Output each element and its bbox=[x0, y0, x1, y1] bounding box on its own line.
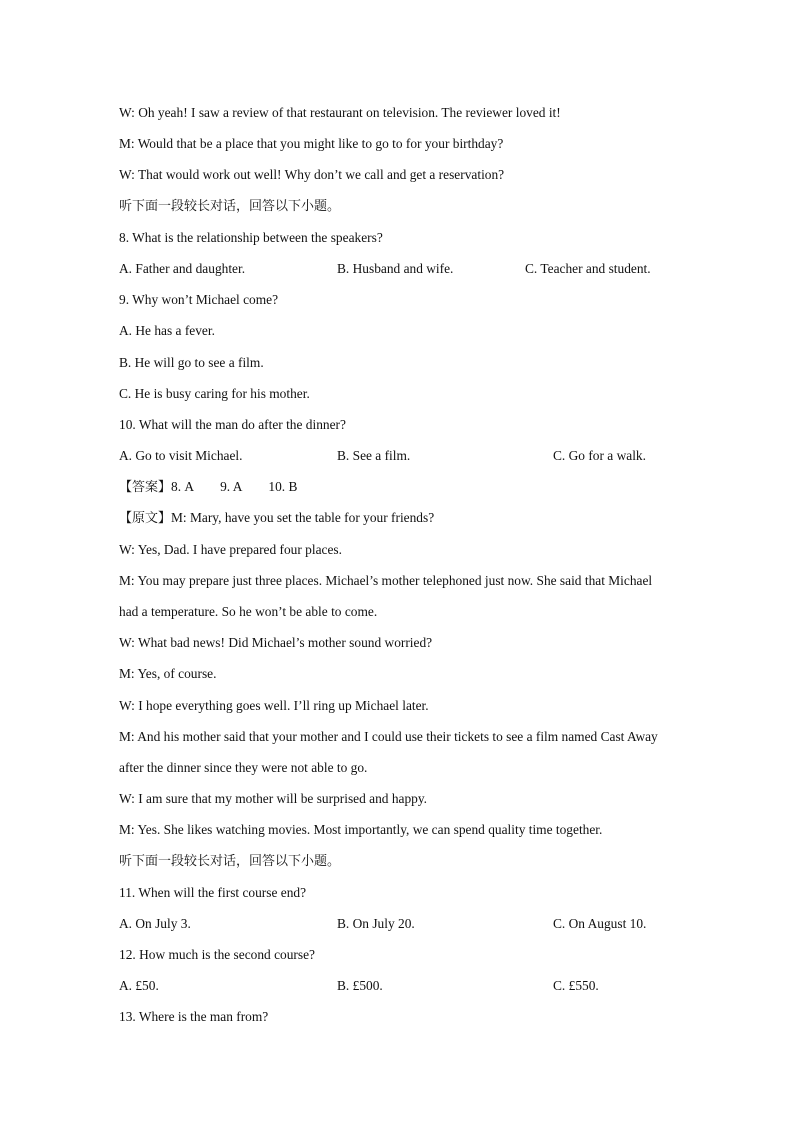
transcript-line: W: I hope everything goes well. I’ll ring up Michael later. bbox=[119, 697, 429, 713]
question-9: 9. Why won’t Michael come? bbox=[119, 292, 279, 308]
answer-item: 8. A bbox=[171, 479, 195, 495]
transcript-line: M: And his mother said that your mother and I could use their tickets to see a film named Cast Away bbox=[119, 728, 658, 744]
transcript-label: 【原文】 bbox=[119, 511, 172, 527]
transcript-line: had a temperature. So he won’t be able to come. bbox=[119, 604, 378, 619]
option-a: A. On July 3. bbox=[119, 915, 191, 931]
question-10-options bbox=[119, 444, 679, 475]
answer-line bbox=[119, 475, 679, 506]
dialogue-line: M: Would that be a place that you might like to go to for your birthday? bbox=[119, 136, 504, 152]
transcript-first-line bbox=[119, 506, 679, 537]
dialogue-line: W: That would work out well! Why don’t we call and get a reservation? bbox=[119, 167, 505, 183]
option-b: B. See a film. bbox=[337, 448, 411, 464]
answer-item: 9. A bbox=[220, 479, 243, 495]
transcript-line: M: Yes, of course. bbox=[119, 666, 217, 682]
answer-item: 10. B bbox=[268, 479, 298, 495]
question-13: 13. Where is the man from? bbox=[119, 1009, 269, 1025]
section-instruction: 听下面一段较长对话，回答以下小题。 bbox=[119, 198, 341, 214]
transcript-line: after the dinner since they were not able to go. bbox=[119, 759, 368, 775]
option-b: B. On July 20. bbox=[337, 915, 415, 931]
document-content bbox=[119, 101, 679, 1037]
option-c: C. He is busy caring for his mother. bbox=[119, 385, 310, 401]
section-instruction: 听下面一段较长对话，回答以下小题。 bbox=[119, 853, 341, 869]
question-8-options bbox=[119, 257, 679, 288]
transcript-line: W: Yes, Dad. I have prepared four places. bbox=[119, 541, 342, 557]
transcript-line: W: What bad news! Did Michael’s mother sound worried? bbox=[119, 635, 433, 651]
question-10: 10. What will the man do after the dinner? bbox=[119, 416, 346, 432]
option-a: A. £50. bbox=[119, 978, 159, 994]
option-b: B. He will go to see a film. bbox=[119, 354, 264, 370]
answer-label: 【答案】 bbox=[119, 480, 172, 496]
question-8: 8. What is the relationship between the speakers? bbox=[119, 229, 383, 245]
option-c: C. On August 10. bbox=[553, 915, 647, 931]
option-a: A. He has a fever. bbox=[119, 323, 215, 339]
question-12-options bbox=[119, 974, 679, 1005]
dialogue-line: W: Oh yeah! I saw a review of that restaurant on television. The reviewer loved it! bbox=[119, 105, 561, 120]
question-12: 12. How much is the second course? bbox=[119, 947, 315, 963]
option-c: C. Teacher and student. bbox=[525, 260, 651, 276]
option-c: C. Go for a walk. bbox=[553, 448, 646, 464]
transcript-text: M: Mary, have you set the table for your friends? bbox=[171, 510, 435, 526]
transcript-line: W: I am sure that my mother will be surprised and happy. bbox=[119, 791, 428, 807]
transcript-line: M: You may prepare just three places. Michael’s mother telephoned just now. She said that Michael bbox=[119, 572, 653, 588]
option-b: B. Husband and wife. bbox=[337, 260, 454, 276]
option-a: A. Go to visit Michael. bbox=[119, 448, 243, 464]
option-b: B. £500. bbox=[337, 978, 383, 994]
option-c: C. £550. bbox=[553, 978, 599, 994]
question-11: 11. When will the first course end? bbox=[119, 884, 307, 900]
transcript-line: M: Yes. She likes watching movies. Most importantly, we can spend quality time together. bbox=[119, 822, 603, 838]
question-11-options bbox=[119, 912, 679, 943]
option-a: A. Father and daughter. bbox=[119, 260, 246, 276]
